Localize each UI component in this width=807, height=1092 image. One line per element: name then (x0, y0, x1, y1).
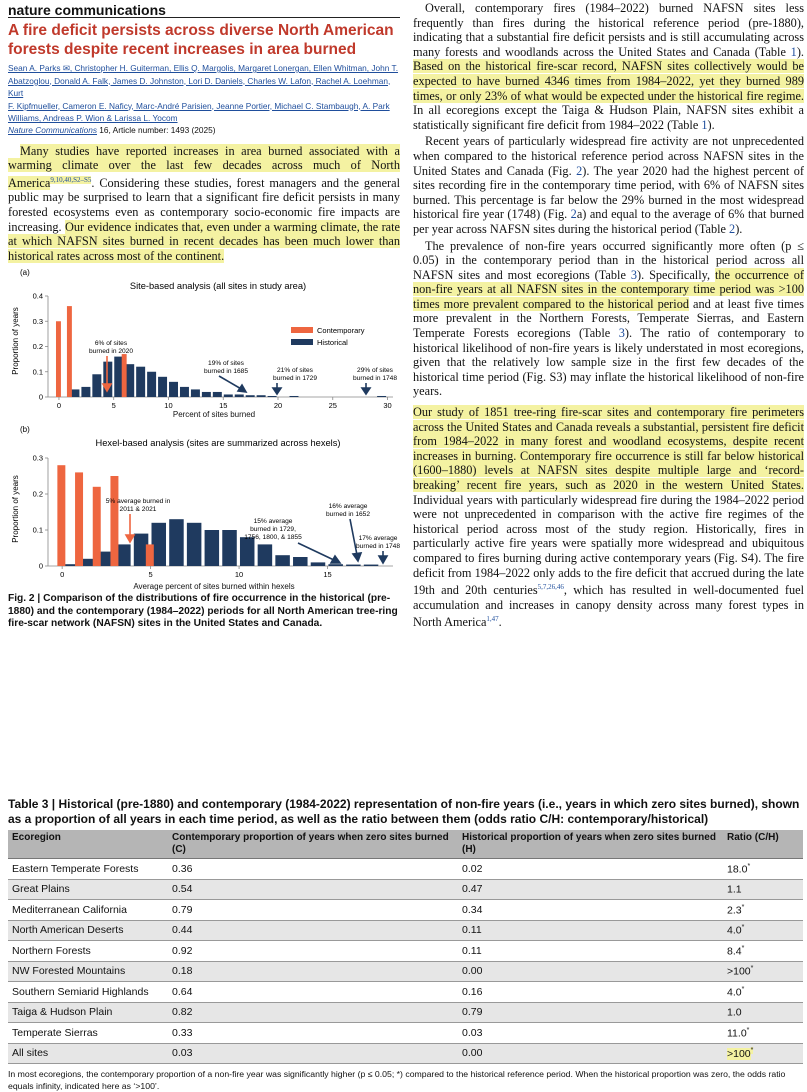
contemporary-cell (168, 1002, 458, 1023)
ecoregion-cell (8, 859, 168, 880)
x-tick-label: 5 (148, 570, 153, 580)
cell-text: 4.0 (727, 924, 742, 937)
ratio-cell (723, 879, 803, 900)
histogram-hexel-based (8, 423, 400, 581)
body-text: ). (796, 44, 804, 59)
cell-text: Eastern Temperate Forests (12, 862, 139, 875)
cell-text: 0.33 (172, 1026, 193, 1039)
x-tick-label: 0 (60, 570, 65, 580)
bar-historical (246, 396, 255, 398)
bar-contemporary (146, 545, 154, 567)
cell-text: 0.44 (172, 924, 193, 937)
table-row (8, 879, 803, 900)
cell-text: >100 (727, 965, 751, 978)
bar-historical (240, 538, 255, 567)
authors-line[interactable]: F. Kipfmueller, Cameron E. Naficy, Marc-André Parisien, Jeanne Portier, Michael C. Stambaugh, A. Park (8, 100, 390, 111)
significance-marker: * (747, 862, 751, 870)
panel-label: (b) (20, 425, 30, 435)
bar-contemporary (57, 466, 65, 567)
ecoregion-cell (8, 941, 168, 962)
cell-text: 0.02 (462, 862, 483, 875)
historical-cell (458, 859, 723, 880)
table-row (8, 1043, 803, 1064)
body-text: a) and equal to the average of 6% that burned per year across NAFSN sites during the historical period (Table (413, 207, 804, 236)
cell-text: 0.00 (462, 965, 483, 978)
contemporary-cell (168, 900, 458, 921)
significance-marker: * (741, 903, 745, 911)
bar-contemporary (93, 487, 101, 566)
body-text: . (498, 615, 502, 630)
ratio-cell (723, 1023, 803, 1044)
cell-text: 0.47 (462, 883, 483, 896)
bar-historical (169, 382, 178, 397)
bar-historical (290, 396, 299, 397)
column-header: Historical proportion of years when zero sites burned (H) (458, 830, 723, 859)
results-paragraph-2 (413, 134, 804, 236)
annotation: burned in 1729 (273, 375, 317, 383)
table-header-row (8, 830, 803, 859)
body-text: ). (707, 117, 715, 132)
body-text: ). (735, 221, 743, 236)
bar-historical (268, 396, 277, 397)
bar-historical (328, 565, 343, 567)
annotation: burned in 2020 (89, 348, 133, 356)
cell-text: 11.0 (727, 1027, 747, 1040)
discussion-paragraph (413, 405, 804, 630)
annotation: 1756, 1800, & 1855 (244, 534, 302, 542)
table-3 (8, 797, 803, 1092)
cell-text: 0.03 (172, 1047, 193, 1060)
cell-text: >100 (727, 1047, 751, 1060)
author-list[interactable] (8, 62, 400, 125)
ratio-table (8, 830, 803, 1064)
historical-cell (458, 920, 723, 941)
column-header: Ratio (C/H) (723, 830, 803, 859)
left-column (8, 0, 400, 631)
authors-line[interactable]: Abatzoglou, Donald A. Falk, James D. Johnston, Lori D. Daniels, Charles W. Lafon, Rachel A. Loehman, Kurt (8, 75, 391, 98)
x-tick-label: 30 (383, 401, 392, 411)
cell-text: 0.36 (172, 862, 193, 875)
annotation: 5% average burned in (105, 498, 171, 506)
ratio-cell (723, 859, 803, 880)
reference-link[interactable]: 5,7,26,46 (537, 583, 564, 592)
reference-link[interactable]: 1,47 (486, 615, 499, 624)
y-tick-label: 0 (38, 561, 43, 571)
chart-title: Site-based analysis (all sites in study area) (129, 281, 307, 292)
ecoregion-cell (8, 879, 168, 900)
legend-label: Historical (317, 338, 348, 348)
cell-text: Taiga & Hudson Plain (12, 1006, 113, 1019)
ecoregion-cell (8, 1002, 168, 1023)
y-axis-label: Proportion of years (11, 307, 20, 376)
bar-historical (187, 523, 202, 566)
annotations (89, 340, 397, 382)
citation-details: 16, Article number: 1493 (2025) (97, 124, 216, 135)
contemporary-cell (168, 920, 458, 941)
annotation: 19% of sites (208, 360, 244, 368)
body-text: and at least five times more prevalent in the Northern Forests, Temperate Sierras, and Eastern Temperate Forests ecoregions (Table (413, 296, 804, 341)
annotation: 16% average (328, 503, 368, 511)
cell-text: 2.3 (727, 904, 742, 917)
ratio-cell (723, 900, 803, 921)
contemporary-cell (168, 941, 458, 962)
bar-contemporary (75, 473, 83, 567)
ratio-cell (723, 982, 803, 1003)
table-link[interactable]: 1 (790, 44, 797, 59)
y-tick-label: 0.2 (32, 342, 43, 352)
y-tick-label: 0.1 (32, 525, 43, 535)
legend (291, 326, 365, 347)
historical-cell (458, 1002, 723, 1023)
cell-text: 0.34 (462, 903, 483, 916)
x-tick-label: 20 (273, 401, 283, 411)
ecoregion-cell (8, 1023, 168, 1044)
bar-historical (377, 396, 386, 397)
cell-text: 0.18 (172, 965, 193, 978)
cell-text: 0.82 (172, 1006, 193, 1019)
historical-cell (458, 982, 723, 1003)
figure-2a (8, 266, 400, 419)
cell-text: Temperate Sierras (12, 1026, 98, 1039)
annotation: 21% of sites (277, 367, 313, 375)
cell-text: 4.0 (727, 986, 742, 999)
highlight: Based on the historical fire-scar record, NAFSN sites collectively would be expected to have burned 4346 times from 1984–2022, yet they burned 989 times, or only 23% of what would be expected under the historical fire regime. (413, 59, 804, 103)
ecoregion-cell (8, 982, 168, 1003)
cell-text: 0.11 (462, 944, 482, 957)
body-text: ). Specifically, (636, 267, 715, 282)
table-row (8, 982, 803, 1003)
figure-2b (8, 423, 400, 591)
ratio-cell (723, 1043, 803, 1064)
citation (8, 125, 400, 136)
bar-historical (169, 520, 184, 567)
y-tick-label: 0.3 (32, 317, 43, 327)
figure-link[interactable]: 2 (576, 163, 583, 178)
authors-line[interactable]: Williams, Andreas P. Wion & Larissa L. Yocom (8, 113, 178, 123)
annotation: 2011 & 2021 (119, 506, 157, 514)
x-axis-label: Average percent of sites burned within hexels (133, 582, 295, 592)
bar-contemporary (56, 322, 61, 398)
highlight: Many studies have reported increases in area burned associated with a warming climate over the last few decades across much of North America (8, 143, 400, 190)
bar-contemporary (110, 476, 118, 566)
y-tick-label: 0.3 (32, 453, 43, 463)
cell-text: NW Forested Mountains (12, 965, 126, 978)
x-axis-label: Percent of sites burned (172, 410, 256, 420)
body-text: In all ecoregions except the Taiga & Hudson Plain, NAFSN sites exhibit a statistically significant fire deficit from 1984–2022 (Table (413, 103, 804, 132)
y-tick-label: 0.2 (32, 489, 43, 499)
highlight: Our study of 1851 tree-ring fire-scar sites and contemporary fire perimeters across the United States and Canada reveals a substantial, persistent fire deficit from 1984–2022 in many forest and woodland ecosystems, despite recent increases in burning. Contemporary fire occurrence is still far below historical (1600–1880) levels at NAFSN sites despite multiple large and ‘record-breaking’ recent fire years, such as 2020 in the western United States. (413, 405, 804, 492)
cell-text: 0.64 (172, 985, 193, 998)
bar-historical (103, 362, 112, 397)
body-text: Recent years of particularly widespread fire activity are not unprecedented when compared to the historical reference period across NAFSN sites in the United States and Canada (Fig. (413, 134, 804, 178)
ratio-cell (723, 941, 803, 962)
contemporary-cell (168, 1023, 458, 1044)
significance-marker: * (741, 985, 745, 993)
body-text: Overall, contemporary fires (1984–2022) burned NAFSN sites less frequently than fires during the historical reference period (pre-1880), indicating that a substantial fire deficit persists and is still accumulating across many forests and woodlands across the United States and Canada (Table (413, 1, 804, 59)
bar-historical (311, 563, 326, 567)
body-text: ). The year 2020 had the highest percent of sites recording fire in the contemporary time period, with 6% of NAFSN sites burned. This percentage is far below the 29% burned in the most widespread historical fire year (1748) (Fig. (413, 163, 804, 222)
annotation: 29% of sites (357, 367, 393, 375)
x-tick-label: 10 (234, 570, 244, 580)
table-link[interactable]: 3 (618, 326, 625, 341)
annotation-arrow (126, 514, 134, 542)
body-text: ). The ratio of contemporary to historical likelihood of non-fire years is likely understated in most ecoregions, given that the relatively low sample size in the first few decades of the historical time period (Fig. S3) may inflate the historical likelihood of non-fire years. (413, 326, 804, 399)
column-header: Contemporary proportion of years when zero sites burned (C) (168, 830, 458, 859)
contemporary-cell (168, 982, 458, 1003)
reference-link[interactable]: 9,10,40,S2–S5 (50, 175, 92, 184)
historical-cell (458, 900, 723, 921)
x-tick-label: 0 (56, 401, 62, 411)
body-text: The prevalence of non-fire years occurred significantly more often (p ≤ 0.05) in the contemporary period than in the historical period across all NAFSN sites and most ecoregions (Table (413, 238, 804, 282)
x-tick-label: 15 (219, 401, 228, 411)
body-text: Individual years with particularly widespread fire during the 1984–2022 period were not unprecedented in comparison with the active fire regimes of the historical period across most of the study region. Historically, fires in particularly active fire years were spatially more widespread and ubiquitous compared to fires burning during active contemporary years (Fig. S4). The fire deficit from 1984–2022 only adds to the fire deficit that accrued during the late 19th and 20th centuries (413, 492, 804, 598)
body-text: . Considering these studies, forest managers and the general public may be surprised to learn that a significant fire deficit persists in many forested ecosystems even as contemporary socio-economic fire impacts are increasing. (8, 175, 400, 234)
bar-historical (293, 557, 308, 566)
bar-historical (92, 375, 101, 398)
table-link[interactable]: 3 (630, 267, 637, 282)
cell-text: 0.11 (462, 924, 482, 937)
contemporary-cell (168, 1043, 458, 1064)
legend-label: Contemporary (317, 326, 365, 336)
table-row (8, 941, 803, 962)
annotation: 6% of sites (94, 340, 128, 348)
figure-link[interactable]: 2 (570, 207, 577, 222)
significance-marker: * (750, 1047, 754, 1055)
x-tick-label: 10 (164, 401, 173, 411)
bar-historical (275, 556, 290, 567)
table-row (8, 859, 803, 880)
table-row (8, 1002, 803, 1023)
table-row (8, 900, 803, 921)
historical-cell (458, 879, 723, 900)
ecoregion-cell (8, 920, 168, 941)
cell-text: 1.1 (727, 883, 742, 896)
annotation: 17% average (358, 535, 398, 543)
y-tick-label: 0 (38, 392, 43, 402)
legend-swatch-historical (291, 339, 313, 345)
y-tick-label: 0.4 (32, 291, 43, 301)
significance-marker: * (741, 944, 745, 952)
x-tick-label: 15 (323, 570, 332, 580)
cell-text: 18.0 (727, 863, 748, 876)
authors-line[interactable]: Sean A. Parks ✉, Christopher H. Guiterman, Ellis Q. Margolis, Margaret Lonergan, Ellen Whitman, John T. (8, 63, 399, 73)
significance-marker: * (741, 924, 745, 932)
body-text: , which has resulted in well-documented fuel accumulation and increases in canopy density across many forest types in North America (413, 583, 805, 630)
ratio-cell (723, 920, 803, 941)
ecoregion-cell (8, 900, 168, 921)
table-link[interactable]: 1 (701, 117, 708, 132)
figure-caption: Fig. 2 | Comparison of the distributions of fire occurrence in the historical (pre-1880) and the contemporary (1984–2022) periods for all North American tree-ring fire-scar network (NAFSN) sites in the United States and Canada. (8, 593, 398, 630)
cell-text: Great Plains (12, 883, 70, 896)
bar-historical (224, 395, 233, 398)
citation-journal-link[interactable]: Nature Communications (8, 124, 97, 135)
table-row (8, 920, 803, 941)
cell-text: Northern Forests (12, 944, 91, 957)
cell-text: 0.79 (172, 903, 193, 916)
histogram-site-based (8, 266, 400, 411)
cell-text: 8.4 (727, 945, 742, 958)
table-row (8, 961, 803, 982)
ecoregion-cell (8, 1043, 168, 1064)
cell-text: 0.03 (462, 1026, 483, 1039)
bar-historical (136, 367, 145, 397)
ratio-cell (723, 1002, 803, 1023)
cell-text: Southern Semiarid Highlands (12, 985, 149, 998)
chart-title: Hexel-based analysis (sites are summarized across hexels) (95, 438, 341, 449)
significance-marker: * (746, 1026, 750, 1034)
historical-cell (458, 941, 723, 962)
cell-text: 0.54 (172, 883, 193, 896)
results-paragraph-3 (413, 239, 804, 400)
annotation: 15% average (253, 518, 293, 526)
bar-historical (205, 530, 220, 566)
right-column (413, 0, 804, 630)
bar-historical (147, 372, 156, 397)
cell-text: 1.0 (727, 1006, 742, 1019)
bar-historical (202, 392, 211, 397)
bar-historical (257, 396, 266, 398)
cell-text: 0.00 (462, 1047, 483, 1060)
table-caption: Table 3 | Historical (pre-1880) and contemporary (1984-2022) representation of non-fire years (i.e., years in which zero sites burned), shown as a proportion of all years in each time period, as well as the ratio between them (odds ratio C/H: contemporary/historical) (8, 797, 800, 826)
cell-text: Mediterranean California (12, 903, 127, 916)
intro-paragraph (8, 144, 400, 264)
bar-contemporary (67, 306, 72, 397)
bar-contemporary (122, 354, 127, 397)
bar-historical (213, 392, 222, 397)
contemporary-cell (168, 879, 458, 900)
table-footnote: In most ecoregions, the contemporary proportion of a non-fire year was significantly higher (p ≤ 0.05; *) compared to the historical reference period. When the historical proportion was zero, the odds ratio equals infinity, indicated here as ‘>100’. (8, 1069, 786, 1092)
bar-historical (81, 387, 90, 397)
table-body (8, 859, 803, 1064)
ratio-cell (723, 961, 803, 982)
cell-text: North American Deserts (12, 924, 124, 937)
historical-cell (458, 1023, 723, 1044)
annotation: burned in 1652 (326, 511, 370, 519)
column-header: Ecoregion (8, 830, 168, 859)
cell-text: 0.92 (172, 944, 193, 957)
significance-marker: * (750, 965, 754, 973)
ecoregion-cell (8, 961, 168, 982)
historical-cell (458, 1043, 723, 1064)
panel-label: (a) (20, 268, 30, 278)
annotation: burned in 1685 (204, 368, 248, 376)
cell-text: 0.16 (462, 985, 483, 998)
legend-swatch-contemporary (291, 327, 313, 333)
table-link[interactable]: 2 (729, 221, 736, 236)
bar-historical (222, 530, 237, 566)
contemporary-cell (168, 961, 458, 982)
results-paragraph-1 (413, 1, 804, 132)
historical-cell (458, 961, 723, 982)
bar-historical (235, 395, 244, 398)
y-axis-label: Proportion of years (11, 475, 20, 544)
y-tick-label: 0.1 (32, 367, 43, 377)
contemporary-cell (168, 859, 458, 880)
highlight: Our evidence indicates that, even under a warming climate, the rate at which NAFSN sites burned in recent decades has been much lower than historical rates across most of the continent. (8, 219, 400, 263)
bar-historical (191, 390, 200, 398)
bar-historical (346, 565, 361, 566)
highlight: the occurrence of non-fire years at all NAFSN sites in the contemporary time period was >100 times more prevalent compared to the historical period (413, 267, 804, 311)
annotation: burned in 1729, (250, 526, 296, 534)
x-tick-label: 25 (328, 401, 337, 411)
bar-historical (180, 387, 189, 397)
article-title: A fire deficit persists across diverse North American forests despite recent increases in area burned (8, 22, 394, 58)
journal-name: nature communications (8, 0, 400, 18)
bar-historical (158, 377, 167, 397)
annotation: burned in 1748 (353, 375, 397, 383)
x-tick-label: 5 (111, 401, 116, 411)
bar-historical (364, 565, 379, 566)
annotation: burned in 1748 (356, 543, 400, 551)
cell-text: All sites (12, 1047, 49, 1060)
cell-text: 0.79 (462, 1006, 483, 1019)
bar-historical (258, 545, 273, 567)
table-row (8, 1023, 803, 1044)
